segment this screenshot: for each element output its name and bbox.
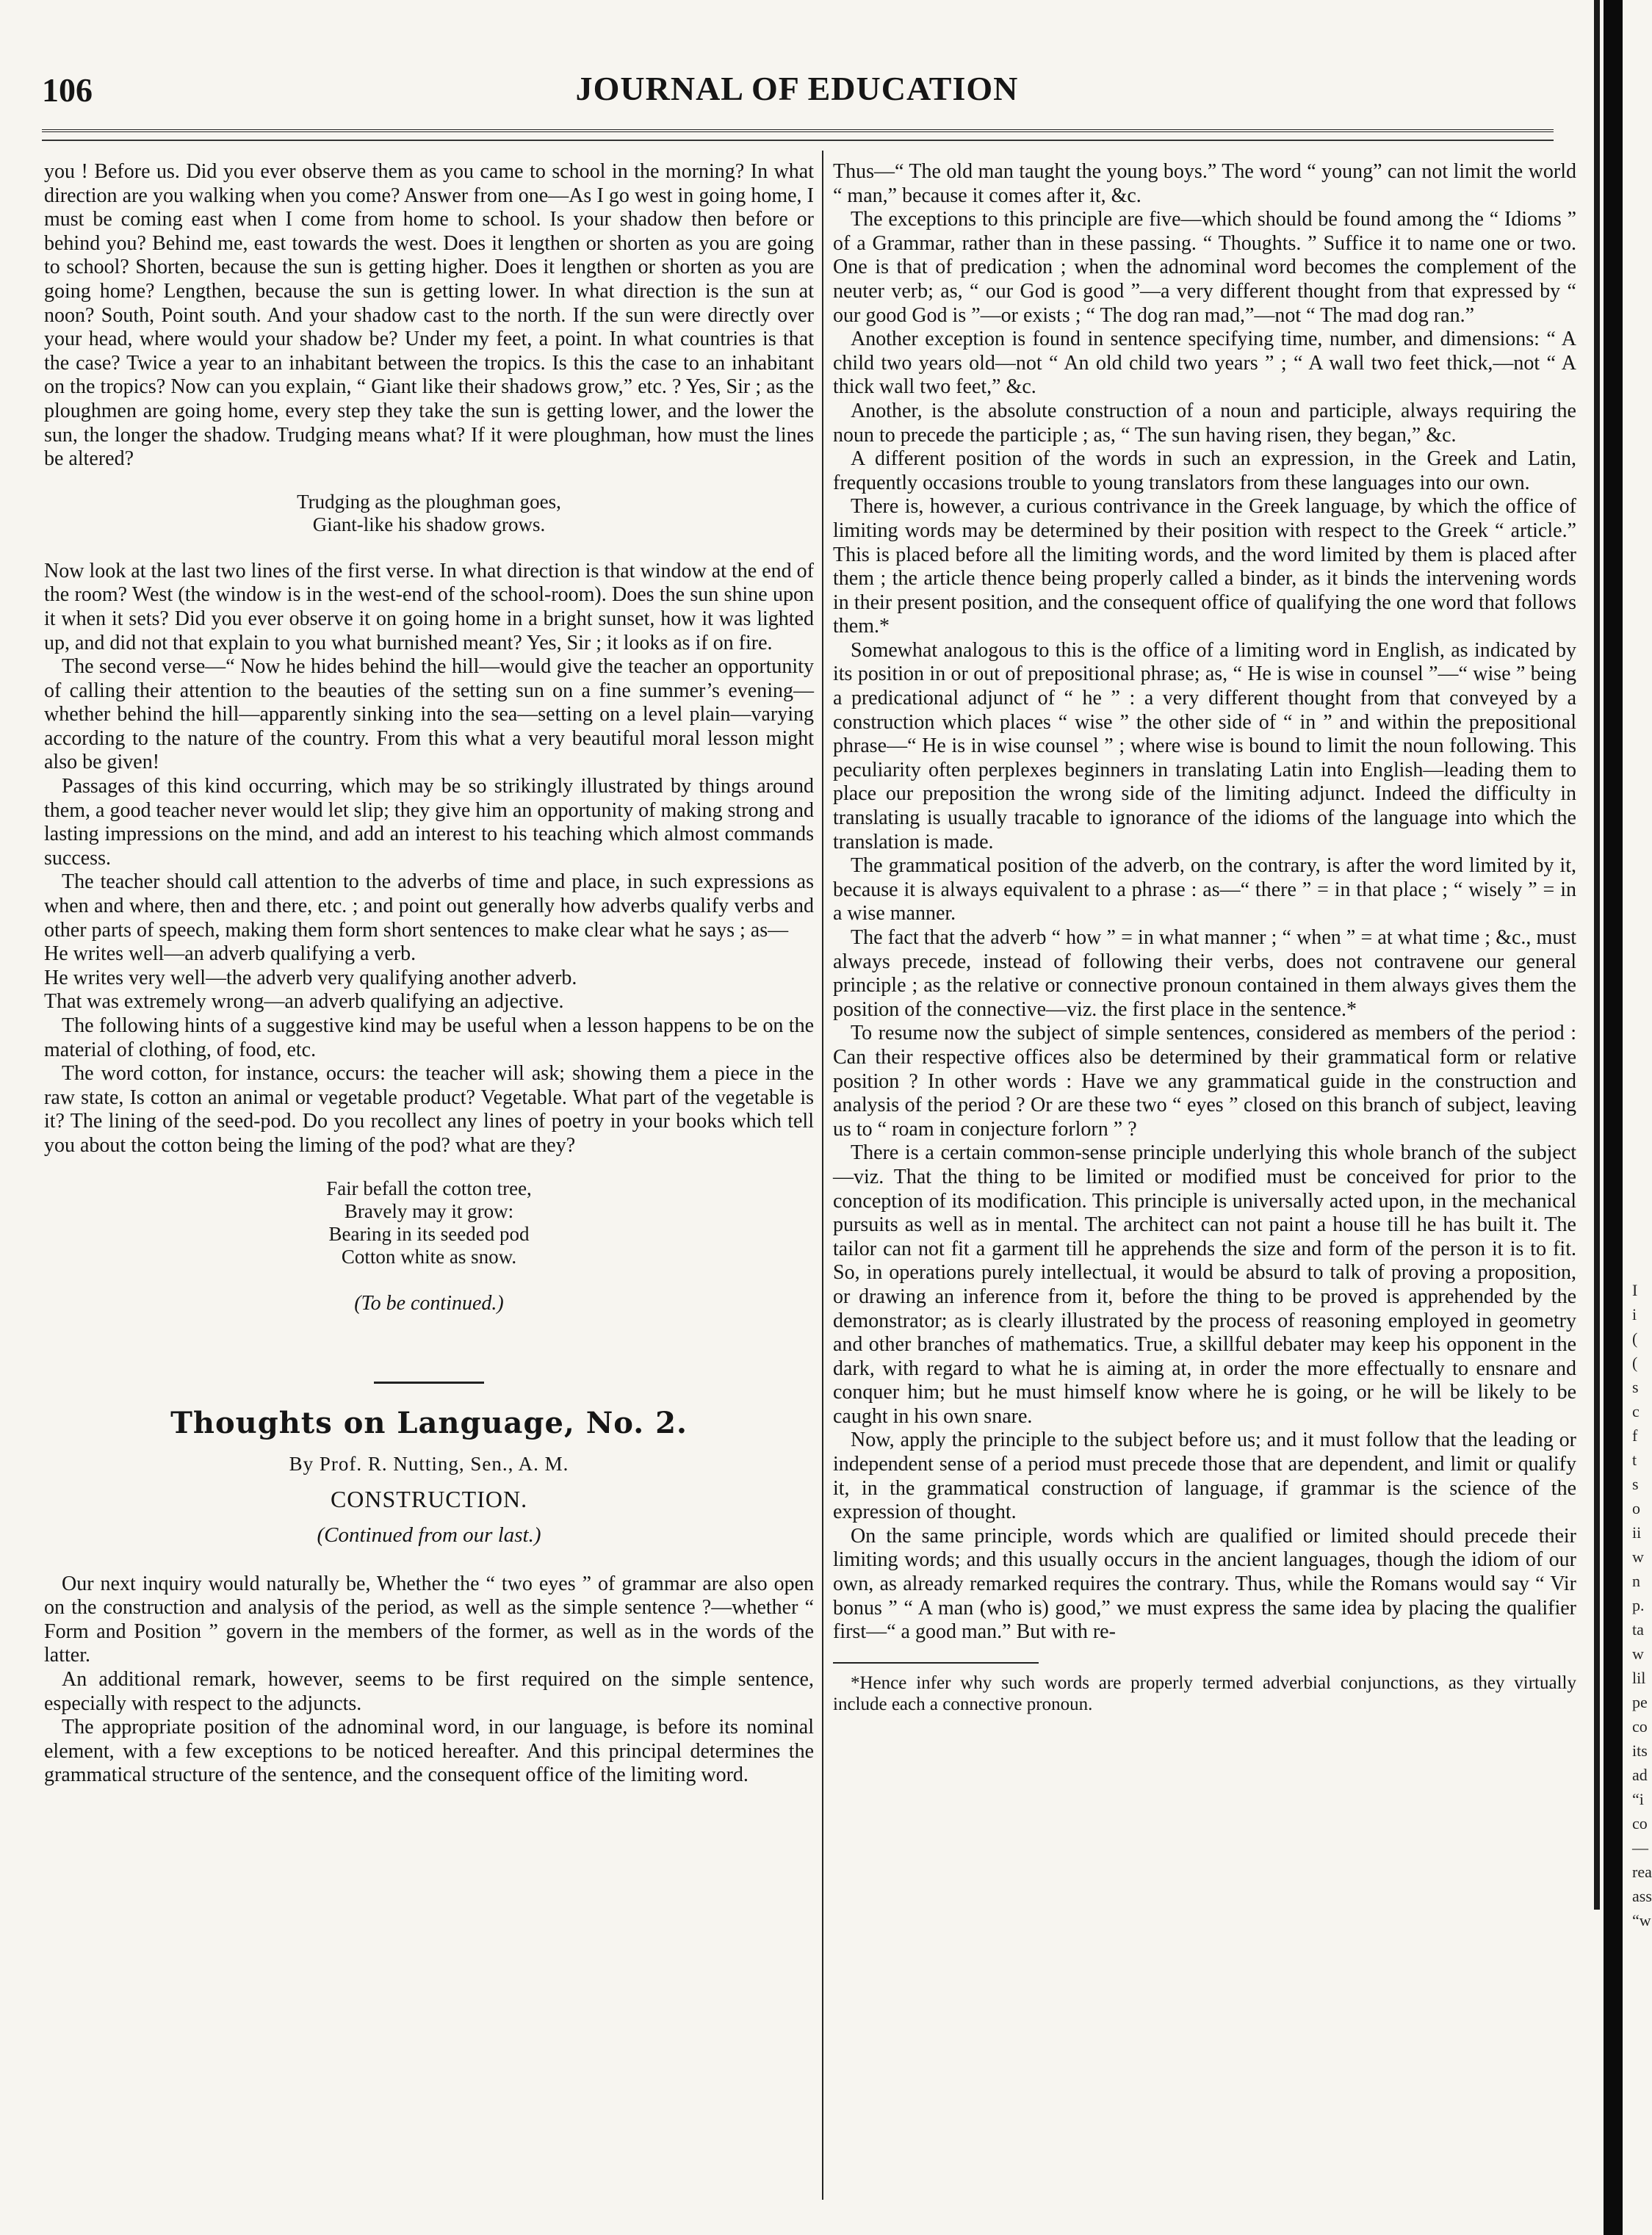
edge-glyph: w (1632, 1644, 1644, 1663)
edge-glyph: o (1632, 1499, 1640, 1517)
paragraph: An additional remark, however, seems to be first required on the simple sentence, especially with respect to the adjuncts. (44, 1667, 814, 1715)
to-be-continued: (To be continued.) (354, 1291, 504, 1315)
byline: By Prof. R. Nutting, Sen., A. M. (289, 1452, 569, 1475)
poem-line: Trudging as the ploughman goes, (297, 490, 561, 513)
paragraph: The following hints of a suggestive kind may be useful when a lesson happens to be on the material of clothing, of food, etc. (44, 1014, 814, 1061)
poem-line: Bearing in its seeded pod (328, 1222, 530, 1245)
section-rule (374, 1382, 484, 1384)
section-heading: CONSTRUCTION. (330, 1486, 528, 1513)
header-rule (42, 129, 1554, 132)
binding-shadow (1604, 0, 1623, 2235)
edge-glyph: p. (1632, 1596, 1645, 1614)
facing-page-edge (1594, 0, 1600, 1910)
paragraph: Another, is the absolute construction of a noun and participle, always requiring the noun to precede the participle ; as, “ The sun having risen, they began,” &c. (833, 399, 1576, 447)
example-line: He writes very well—the adverb very qualifying another adverb. (44, 966, 577, 989)
article-title: Thoughts on Language, No. 2. (170, 1406, 688, 1441)
paragraph: The exceptions to this principle are five—which should be found among the “ Idioms ” of a Grammar, rather than in these passing. “ Thoughts. ” Suffice it to name one or two. One is that of predication ; when the adnominal word becomes the complement of the neuter verb; as, “ our God is good ”—a very different thought from that expressed by “ our good God is ”—or exists ; “ The dog ran mad,”—not “ The mad dog ran.” (833, 208, 1576, 327)
edge-glyph: ( (1632, 1329, 1638, 1348)
edge-glyph: s (1632, 1378, 1639, 1396)
edge-glyph: f (1632, 1426, 1638, 1445)
edge-glyph: its (1632, 1741, 1648, 1760)
paragraph: Thus—“ The old man taught the young boys.” The word “ young” can not limit the world “ man,” because it comes after it, &c. (833, 160, 1576, 207)
edge-glyph: ii (1632, 1523, 1642, 1542)
poem-cotton (44, 1177, 814, 1268)
edge-glyph: s (1632, 1475, 1639, 1493)
poem-line: Bravely may it grow: (344, 1199, 514, 1222)
page-number: 106 (42, 71, 93, 109)
edge-glyph: — (1632, 1838, 1648, 1857)
paragraph: The teacher should call attention to the adverbs of time and place, in such expressions as when and where, then and there, etc. ; and point out generally how adverbs qualify verbs and other parts of speech, making them form short sentences to make clear what he says ; as— (44, 870, 814, 942)
paragraph: Passages of this kind occurring, which may be so strikingly illustrated by things around them, a good teacher never would let slip; they give him an opportunity of making strong and lasting impressions on the mind, and add an interest to his teaching which almost commands success. (44, 775, 814, 870)
left-column (44, 160, 814, 1788)
continued-note: (Continued from our last.) (317, 1523, 541, 1547)
edge-glyph: co (1632, 1717, 1648, 1736)
footnote: *Hence infer why such words are properly termed adverbial conjunctions, as they virtually include each a connective pronoun. (833, 1672, 1576, 1714)
footnote-rule (833, 1662, 1039, 1664)
paragraph: you ! Before us. Did you ever observe them as you came to school in the morning? In what direction are you walking when you come? Answer from one—As I go west in going home, I must be coming east when I come from home to school. Is your shadow then before or behind you? Behind me, east towards the west. Does it lengthen or shorten as you are going to school? Shorten, because the sun is getting higher. Does it lengthen or shorten as you are going home? Lengthen, because the sun is getting lower. In what direction is the sun at noon? South, Point south. And your shadow cast to the north. If the sun were directly over your head, where would your shadow be? Under my feet, a point. In what countries is that the case? Twice a year to an inhabitant between the tropics. Is this the case to an inhabitant on the tropics? Now can you explain, “ Giant like their shadows grow,” etc. ? Yes, Sir ; as the ploughmen are going home, every step they take the sun is getting lower, and the lower the sun, the longer the shadow. Trudging means what? If it were ploughman, how must the lines be altered? (44, 160, 814, 471)
example-line: That was extremely wrong—an adverb qualifying an adjective. (44, 990, 564, 1014)
poem-line: Cotton white as snow. (341, 1245, 517, 1268)
paragraph: On the same principle, words which are qualified or limited should precede their limiting words; and this usually occurs in the ancient languages, though the idiom of our own, as already remarked requires the contrary. Thus, while the Romans would say “ Vir bonus ” “ A man (who is) good,” we must express the same idea by placing the qualifier first—“ a good man.” But with re- (833, 1524, 1576, 1644)
paragraph: Our next inquiry would naturally be, Whether the “ two eyes ” of grammar are also open on the construction and analysis of the period, as well as the simple sentence ?—whether “ Form and Position ” govern in the members of the former, as well as in the words of the latter. (44, 1572, 814, 1667)
poem-line: Fair befall the cotton tree, (326, 1177, 532, 1199)
edge-glyph: co (1632, 1814, 1648, 1833)
poem-trudging (44, 491, 814, 536)
edge-glyph: rea (1632, 1863, 1652, 1881)
paragraph: A different position of the words in such an expression, in the Greek and Latin, frequently occasions trouble to young translators from these languages into our own. (833, 447, 1576, 494)
edge-glyph: ass (1632, 1887, 1652, 1905)
edge-glyph: ta (1632, 1620, 1644, 1639)
paragraph: Now look at the last two lines of the first verse. In what direction is that window at the end of the room? West (the window is in the west-end of the school-room). Does the sun shine upon it when it sets? Did you ever observe it on going home in a bright sunset, how it was lighted up, and did not that explain to you what burnished meant? Yes, Sir ; it looks as if on fire. (44, 559, 814, 654)
edge-glyph: c (1632, 1402, 1640, 1420)
paragraph: Somewhat analogous to this is the office of a limiting word in English, as indicated by its position in or out of prepositional phrase; as, “ He is wise in counsel ”—“ wise ” being a predicational adjunct of “ he ” : a very different thought from that conveyed by a construction which places “ wise ” the other side of “ in ” and within the prepositional phrase—“ He is in wise counsel ” ; where wise is bound to limit the noun following. This peculiarity often perplexes beginners in translating Latin into English—leading them to place our preposition the wrong side of the limiting adjunct. Indeed the difficulty in translating is usually tracable to ignorance of the idioms of the language into which the translation is made. (833, 638, 1576, 853)
example-line: He writes well—an adverb qualifying a verb. (44, 942, 416, 966)
edge-glyph: n (1632, 1572, 1640, 1590)
edge-glyph: I (1632, 1281, 1638, 1299)
edge-glyph: pe (1632, 1693, 1648, 1711)
paragraph: The fact that the adverb “ how ” = in what manner ; “ when ” = at what time ; &c., must always precede, instead of following their verbs, does not contravene our general principle ; as the relative or connective pronoun contained in them always gives them the position of the connective—viz. the first place in the sentence.* (833, 926, 1576, 1021)
paragraph: The grammatical position of the adverb, on the contrary, is after the word limited by it, because it is always equivalent to a phrase : as—“ there ” = in that place ; “ wisely ” = in a wise manner. (833, 854, 1576, 925)
facing-page-fragment (1632, 1278, 1652, 1932)
paragraph: Now, apply the principle to the subject before us; and it must follow that the leading or independent sense of a period must precede those that are dependent, and limit or qualify it, in the grammatical construction of language, if grammar is the science of the expression of thought. (833, 1429, 1576, 1524)
paragraph: The second verse—“ Now he hides behind the hill—would give the teacher an opportunity of calling their attention to the beauties of the setting sun on a fine summer’s evening—whether behind the hill—apparently sinking into the sea—setting on a level plain—varying according to the nature of the country. From this what a very beautiful moral lesson might also be given! (44, 655, 814, 774)
paragraph: To resume now the subject of simple sentences, considered as members of the period : Can their respective offices also be determined by their grammatical form or relative position ? In other words : Have we any grammatical guide in the construction and analysis of the period ? Or are these two “ eyes ” closed on this branch of subject, leaving us to “ roam in conjecture forlorn ” ? (833, 1022, 1576, 1141)
right-column (833, 160, 1576, 1715)
paragraph: The appropriate position of the adnominal word, in our language, is before its nominal element, with a few exceptions to be noticed hereafter. And this principal determines the grammatical structure of the sentence, and the consequent office of the limiting word. (44, 1716, 814, 1787)
edge-glyph: ad (1632, 1766, 1648, 1784)
edge-glyph: “i (1632, 1790, 1644, 1808)
column-divider (822, 151, 823, 2200)
edge-glyph: “w (1632, 1911, 1651, 1929)
edge-glyph: lil (1632, 1669, 1646, 1687)
paragraph: Another exception is found in sentence specifying time, number, and dimensions: “ A child two years old—not “ An old child two years ” ; “ A wall two feet thick,—not “ A thick wall two feet,” &c. (833, 328, 1576, 399)
edge-glyph: ( (1632, 1354, 1638, 1372)
paragraph: The word cotton, for instance, occurs: the teacher will ask; showing them a piece in the raw state, Is cotton an animal or vegetable product? Vegetable. What part of the vegetable is it? The lining of the seed-pod. Do you recollect any lines of poetry in your books which tell you about the cotton being the liming of the pod? what are they? (44, 1062, 814, 1157)
paragraph: There is, however, a curious contrivance in the Greek language, by which the office of limiting words may be determined by their position with respect to the Greek “ article.” This is placed before all the limiting words, and the word limited by them is placed after them ; the article thence being properly called a binder, as it binds the intervening words in their present position, and the consequent office of qualifying the one word that follows them.* (833, 495, 1576, 638)
edge-glyph: t (1632, 1451, 1637, 1469)
paragraph: There is a certain common-sense principle underlying this whole branch of the subject—viz. That the thing to be limited or modified must be conceived for prior to the conception of its modification. This principle is universally acted upon, in the mechanical pursuits as well as in mental. The architect can not paint a house till he has built it. The tailor can not fit a garment till he apprehends the size and form of the person it is to fit. So, in operations purely intellectual, it would be absurd to talk of proving a proposition, or drawing an inference from it, before the thing to be proved is apprehended by the demonstrator; as is clearly illustrated by the process of reasoning employed in geometry and other branches of mathematics. True, a skillful debater may keep his opponent in the dark, with regard to what he is aiming at, in order the more effectually to ensnare and conquer him; but he must himself know where he is going, or he will be likely to be caught in his own snare. (833, 1141, 1576, 1428)
running-head: JOURNAL OF EDUCATION (575, 70, 1019, 107)
edge-glyph: i (1632, 1305, 1637, 1324)
header-rule-secondary (42, 140, 1554, 141)
edge-glyph: w (1632, 1548, 1644, 1566)
poem-line: Giant-like his shadow grows. (312, 513, 546, 535)
